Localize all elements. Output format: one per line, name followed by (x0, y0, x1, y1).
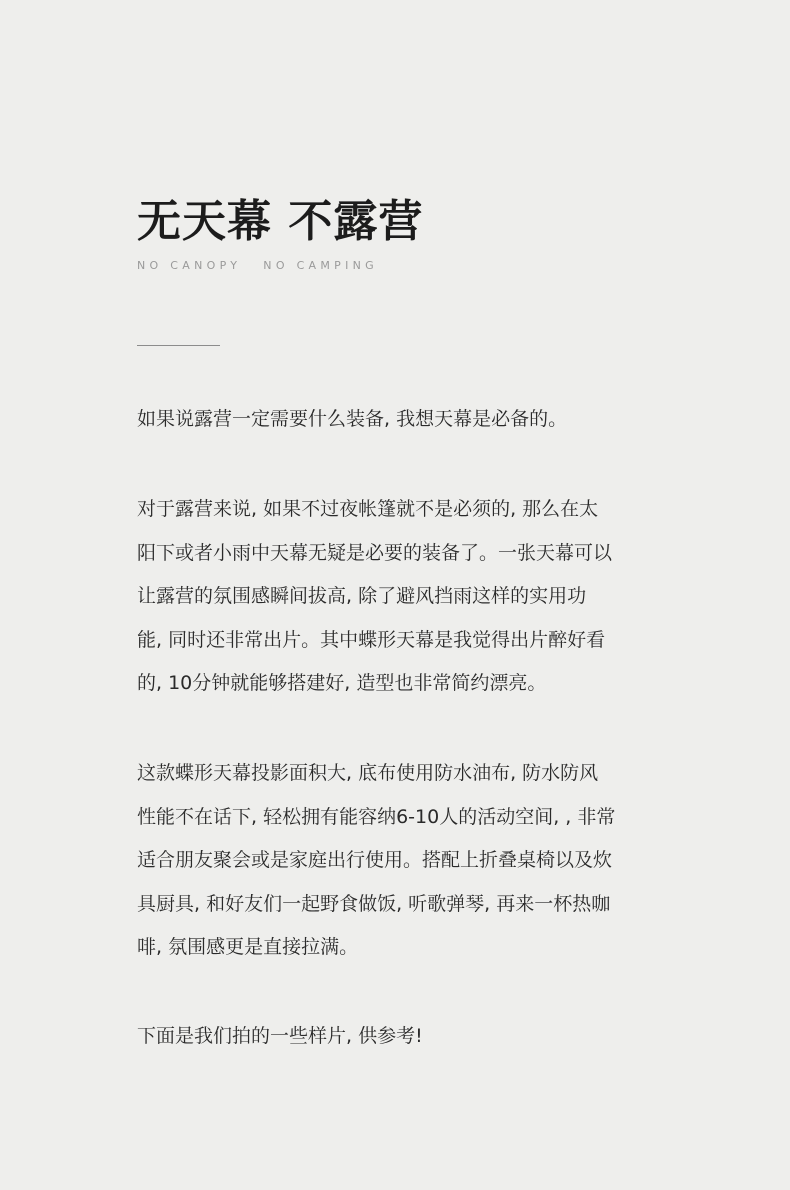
paragraph-line: 性能不在话下, 轻松拥有能容纳6-10人的活动空间, , 非常 (137, 805, 616, 828)
paragraph-why-canopy (137, 488, 657, 706)
paragraph-product-features (137, 752, 657, 970)
paragraph-line: 啡, 氛围感更是直接拉满。 (137, 936, 359, 958)
subtitle-no-canopy: NO CANOPY (137, 259, 242, 272)
paragraph-line: 的, 10分钟就能够搭建好, 造型也非常简约漂亮。 (137, 672, 547, 694)
paragraph-line: 这款蝶形天幕投影面积大, 底布使用防水油布, 防水防风 (137, 762, 599, 784)
paragraph-samples-note (137, 1015, 657, 1059)
paragraph-line: 让露营的氛围感瞬间拔高, 除了避风挡雨这样的实用功 (137, 585, 587, 607)
paragraph-line: 对于露营来说, 如果不过夜帐篷就不是必须的, 那么在太 (137, 498, 599, 520)
paragraph-line: 适合朋友聚会或是家庭出行使用。搭配上折叠桌椅以及炊 (137, 849, 613, 871)
paragraph-line: 具厨具, 和好友们一起野食做饭, 听歌弹琴, 再来一杯热咖 (137, 892, 611, 915)
page-title: 无天幕 不露营 (137, 196, 424, 247)
paragraph-line: 如果说露营一定需要什么装备, 我想天幕是必备的。 (137, 408, 568, 430)
page-subtitle (137, 259, 378, 273)
paragraph-line: 能, 同时还非常出片。其中蝶形天幕是我觉得出片醉好看 (137, 628, 606, 651)
subtitle-no-camping: NO CAMPING (263, 259, 379, 272)
title-divider (137, 345, 220, 346)
paragraph-intro (137, 398, 657, 442)
paragraph-line: 下面是我们拍的一些样片, 供参考! (137, 1025, 423, 1047)
paragraph-line: 阳下或者小雨中天幕无疑是必要的装备了。一张天幕可以 (137, 541, 613, 564)
